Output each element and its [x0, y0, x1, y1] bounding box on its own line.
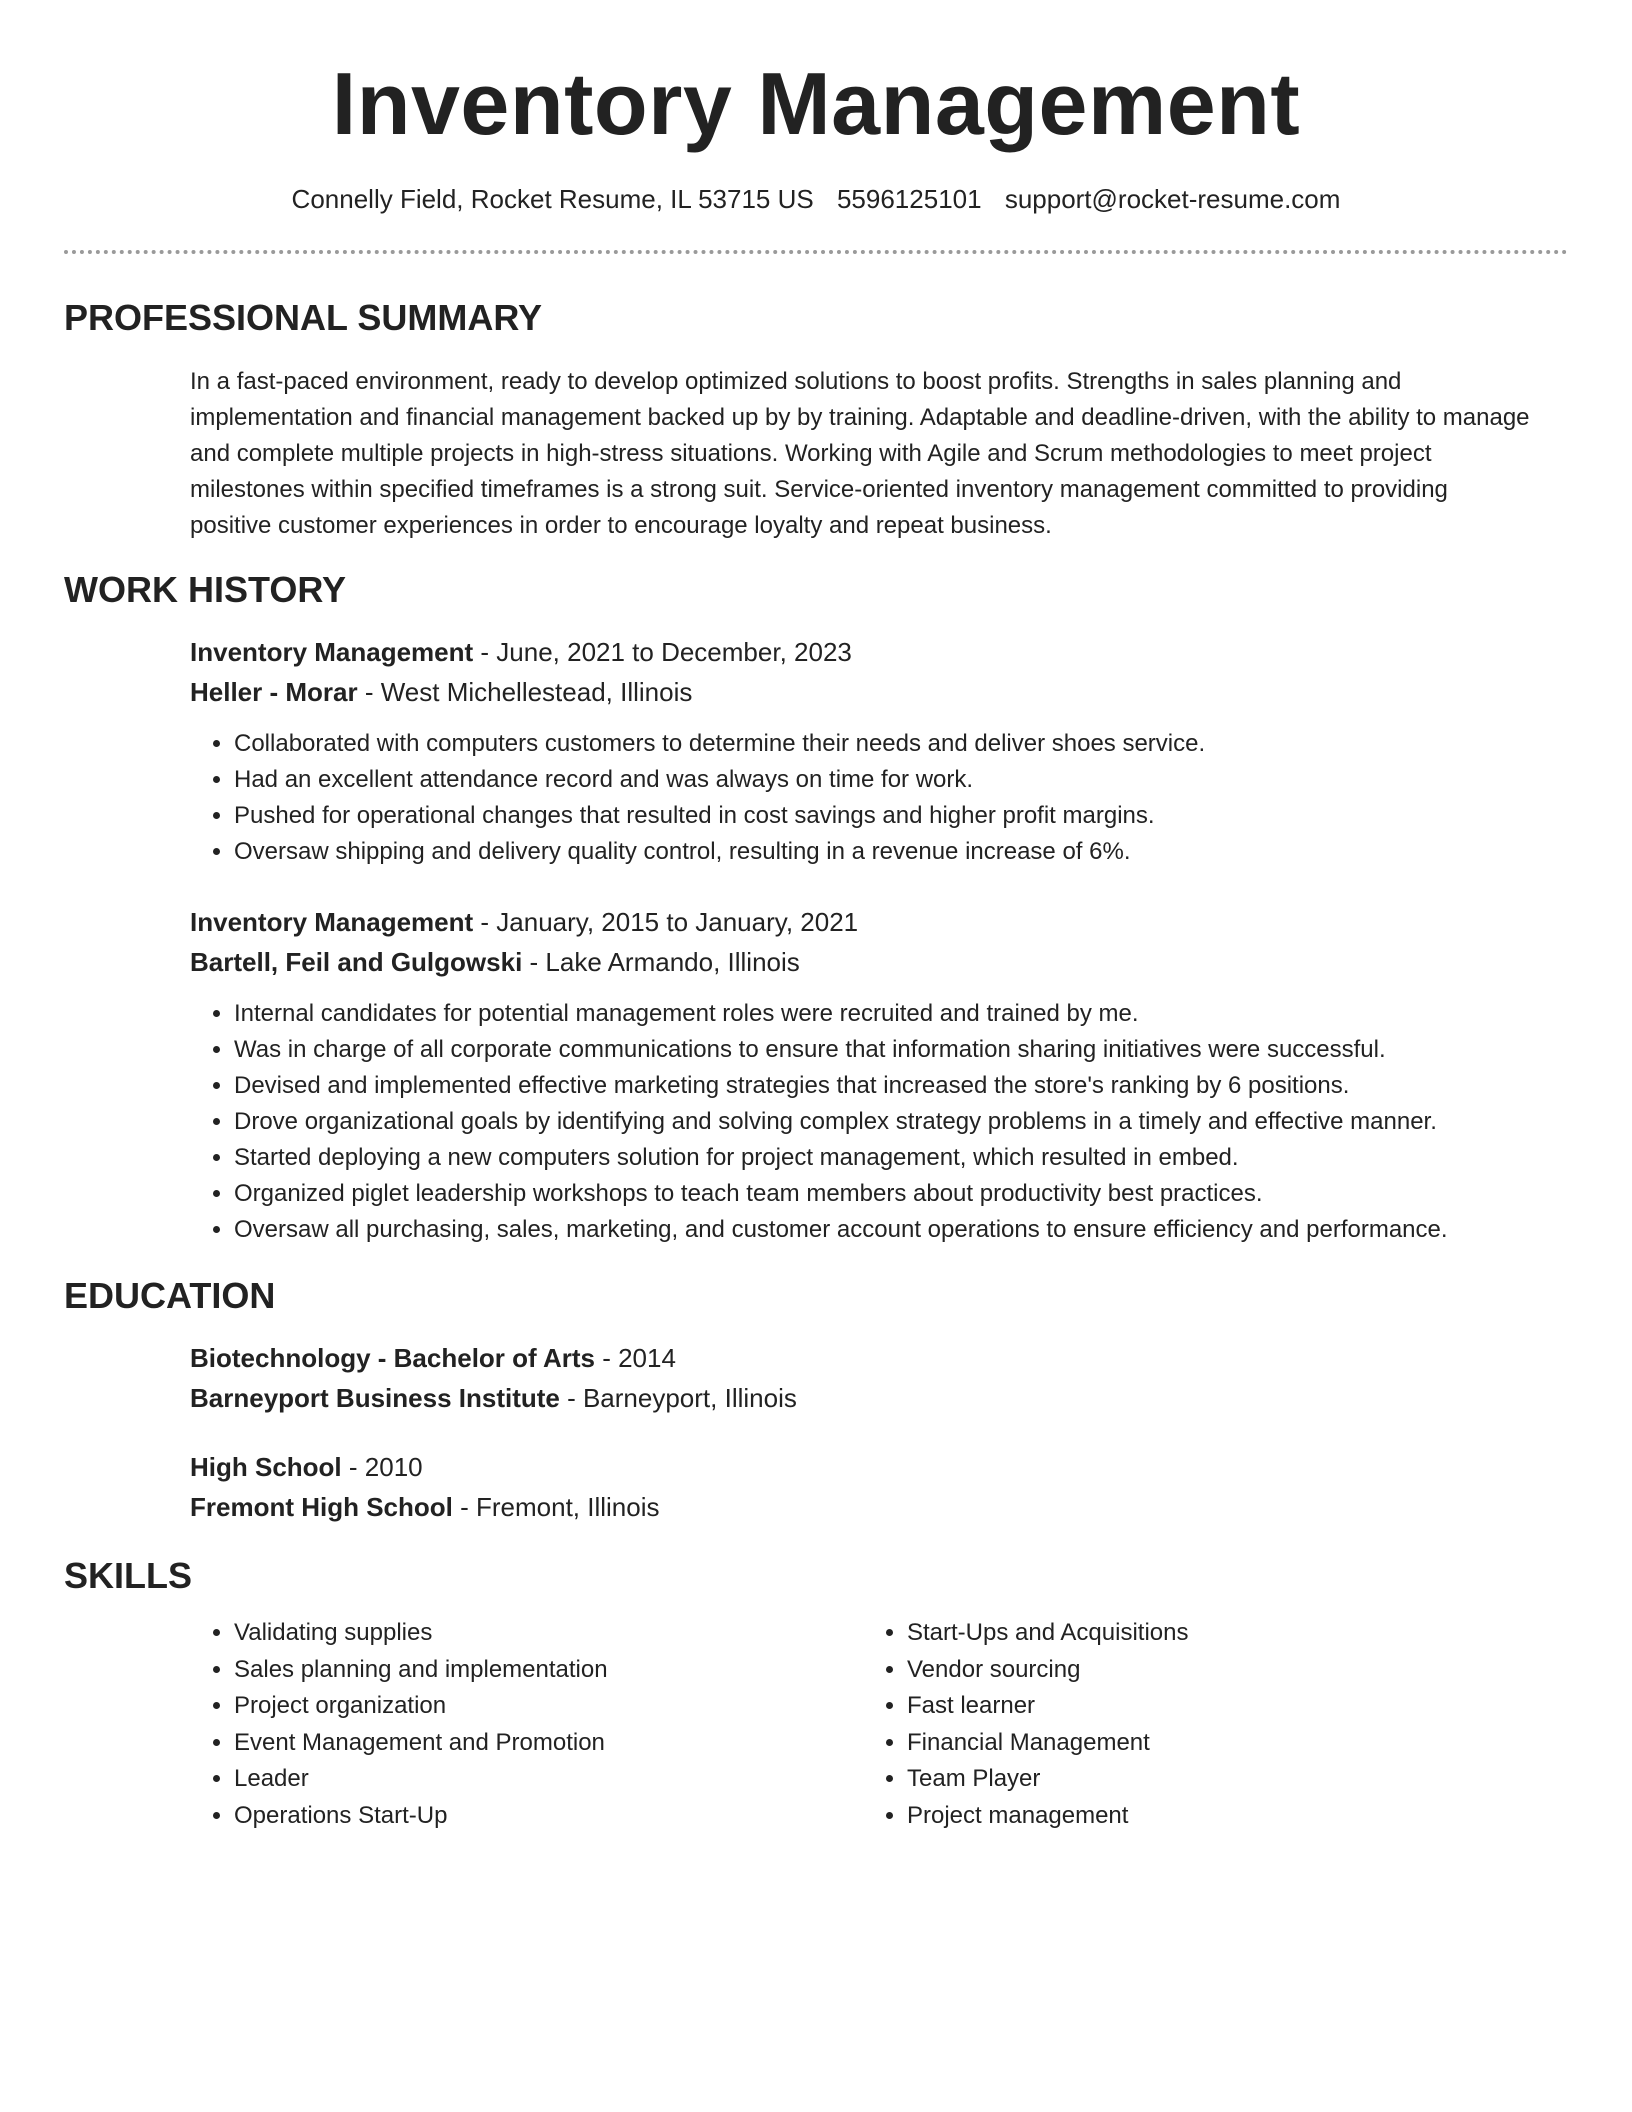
job-2-title: Inventory Management: [190, 907, 474, 937]
job-2-company-line: [190, 944, 800, 980]
list-item: • Team Player: [907, 1761, 1507, 1798]
list-item: • Oversaw all purchasing, sales, marketing, and customer account operations to ensure efficiency and performance.: [234, 1212, 1574, 1248]
job-1-bullets: [190, 726, 1574, 870]
job-1-company: Heller - Morar: [190, 677, 358, 707]
job-2-company: Bartell, Feil and Gulgowski: [190, 947, 523, 977]
list-item: • Project organization: [234, 1688, 834, 1725]
job-1-dates: - June, 2021 to December, 2023: [473, 637, 852, 667]
job-1-title-line: [190, 634, 852, 670]
education-1-school-line: [190, 1380, 797, 1416]
job-2-title-line: [190, 904, 858, 940]
list-item: • Vendor sourcing: [907, 1652, 1507, 1689]
list-item: • Oversaw shipping and delivery quality control, resulting in a revenue increase of 6%.: [234, 834, 1574, 870]
header-divider: [64, 250, 1568, 254]
education-2-school: Fremont High School: [190, 1492, 453, 1522]
list-item: • Start-Ups and Acquisitions: [907, 1615, 1507, 1652]
skills-list-right: [863, 1615, 1507, 1834]
list-item: • Started deploying a new computers solution for project management, which resulted in embed.: [234, 1140, 1574, 1176]
contact-email: support@rocket-resume.com: [1004, 184, 1341, 214]
list-item: • Devised and implemented effective marketing strategies that increased the store's ranking by 6 positions.: [234, 1068, 1574, 1104]
education-heading: EDUCATION: [64, 1275, 276, 1316]
education-2-school-line: [190, 1489, 660, 1525]
skills-list-left: [190, 1615, 834, 1834]
education-2-degree: High School: [190, 1452, 342, 1482]
education-1-degree: Biotechnology - Bachelor of Arts: [190, 1343, 595, 1373]
list-item: • Was in charge of all corporate communications to ensure that information sharing initiatives were successful.: [234, 1032, 1574, 1068]
list-item: • Had an excellent attendance record and was always on time for work.: [234, 762, 1574, 798]
job-2-bullets: [190, 996, 1574, 1248]
list-item: • Organized piglet leadership workshops to teach team members about productivity best practices.: [234, 1176, 1574, 1212]
skills-heading: SKILLS: [64, 1555, 193, 1596]
education-1-school: Barneyport Business Institute: [190, 1383, 560, 1413]
contact-phone: 5596125101: [836, 184, 982, 214]
job-1-location: - West Michellestead, Illinois: [357, 677, 693, 707]
education-2-location: - Fremont, Illinois: [452, 1492, 660, 1522]
education-1-year: - 2014: [594, 1343, 676, 1373]
list-item: • Drove organizational goals by identifying and solving complex strategy problems in a timely and effective manner.: [234, 1104, 1574, 1140]
education-2-year: - 2010: [341, 1452, 423, 1482]
list-item: • Collaborated with computers customers to determine their needs and deliver shoes service.: [234, 726, 1574, 762]
job-1-title: Inventory Management: [190, 637, 474, 667]
list-item: • Validating supplies: [234, 1615, 834, 1652]
list-item: • Pushed for operational changes that resulted in cost savings and higher profit margins.: [234, 798, 1574, 834]
list-item: • Event Management and Promotion: [234, 1725, 834, 1762]
list-item: • Project management: [907, 1798, 1507, 1835]
resume-title: Inventory Management: [331, 54, 1301, 153]
education-2-degree-line: [190, 1449, 423, 1485]
contact-address: Connelly Field, Rocket Resume, IL 53715 US: [291, 184, 814, 214]
summary-heading: PROFESSIONAL SUMMARY: [64, 297, 543, 338]
list-item: • Fast learner: [907, 1688, 1507, 1725]
list-item: • Operations Start-Up: [234, 1798, 834, 1835]
summary-text: In a fast-paced environment, ready to develop optimized solutions to boost profits. Strengths in sales planning and implementation and financial management backed up by by training. Adaptable and deadline-driven, with the ability to manage and complete multiple projects in high-stress situations. Working with Agile and Scrum methodologies to meet project milestones within specified timeframes is a strong suit. Service-oriented inventory management committed to providing positive customer experiences in order to encourage loyalty and repeat business.: [190, 368, 1530, 539]
work-history-heading: WORK HISTORY: [64, 569, 347, 610]
list-item: • Financial Management: [907, 1725, 1507, 1762]
education-1-degree-line: [190, 1340, 676, 1376]
job-2-location: - Lake Armando, Illinois: [522, 947, 800, 977]
job-1-company-line: [190, 674, 692, 710]
list-item: • Sales planning and implementation: [234, 1652, 834, 1689]
contact-line: [0, 182, 1632, 216]
list-item: • Internal candidates for potential management roles were recruited and trained by me.: [234, 996, 1574, 1032]
list-item: • Leader: [234, 1761, 834, 1798]
education-1-location: - Barneyport, Illinois: [559, 1383, 797, 1413]
job-2-dates: - January, 2015 to January, 2021: [473, 907, 859, 937]
